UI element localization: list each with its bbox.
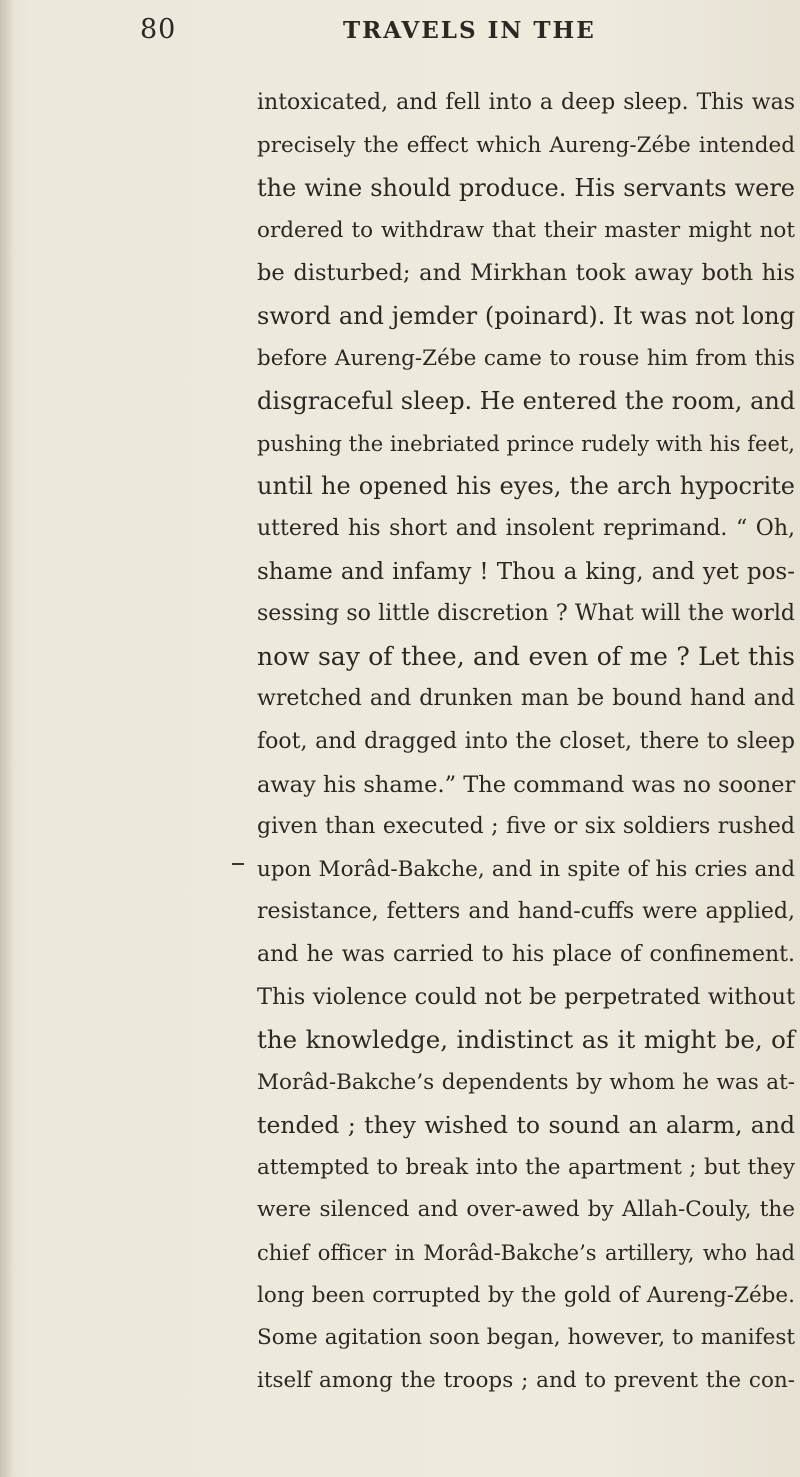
text-line: intoxicated, and fell into a deep sleep. This was: [257, 90, 795, 115]
text-line: and he was carried to his place of confinement.: [257, 941, 795, 967]
text-line: sword and jemder (poinard). It was not long: [257, 301, 795, 330]
text-line: until he opened his eyes, the arch hypocrite: [257, 472, 795, 501]
text-line: long been corrupted by the gold of Aureng-Zébe.: [257, 1282, 795, 1308]
text-line: be disturbed; and Mirkhan took away both his: [257, 260, 795, 287]
text-line: before Aureng-Zébe came to rouse him from this: [257, 345, 795, 371]
text-line: given than executed ; five or six soldiers rushed: [257, 814, 795, 840]
text-line: uttered his short and insolent reprimand. “ Oh,: [257, 515, 795, 541]
page-number: 80: [140, 14, 177, 45]
text-line: chief officer in Morâd-Bakche’s artillery, who had: [257, 1241, 795, 1266]
text-line: foot, and dragged into the closet, there to sleep: [257, 728, 795, 754]
running-head: TRAVELS IN THE: [343, 17, 596, 44]
margin-mark: [232, 863, 244, 865]
text-line: sessing so little discretion ? What will the world: [257, 601, 795, 627]
text-line: precisely the effect which Aureng-Zébe intended: [257, 132, 795, 158]
text-line: tended ; they wished to sound an alarm, and: [257, 1111, 795, 1140]
page-header: [0, 14, 800, 54]
text-line: shame and infamy ! Thou a king, and yet pos-: [257, 558, 795, 585]
text-line: wretched and drunken man be bound hand and: [257, 686, 795, 712]
text-line: itself among the troops ; and to prevent the con-: [257, 1367, 795, 1393]
text-line: upon Morâd-Bakche, and in spite of his cries and: [257, 856, 795, 882]
text-line: Some agitation soon began, however, to manifest: [257, 1325, 795, 1351]
text-line: attempted to break into the apartment ; but they: [257, 1154, 795, 1180]
text-line: Morâd-Bakche’s dependents by whom he was at-: [257, 1069, 795, 1095]
text-line: away his shame.” The command was no sooner: [257, 771, 796, 798]
text-line: the knowledge, indistinct as it might be, of: [257, 1025, 795, 1055]
text-line: were silenced and over-awed by Allah-Couly, the: [257, 1197, 795, 1223]
text-line: the wine should produce. His servants were: [257, 174, 795, 203]
text-line: ordered to withdraw that their master might not: [257, 217, 795, 243]
text-line: disgraceful sleep. He entered the room, and: [257, 387, 796, 416]
text-line: This violence could not be perpetrated without: [257, 984, 795, 1011]
spine-shadow: [0, 0, 14, 1477]
text-line: resistance, fetters and hand-cuffs were applied,: [257, 899, 795, 925]
body-text: [257, 82, 795, 1402]
text-line: now say of thee, and even of me ? Let this: [257, 641, 795, 671]
text-line: pushing the inebriated prince rudely with his feet,: [257, 431, 795, 456]
